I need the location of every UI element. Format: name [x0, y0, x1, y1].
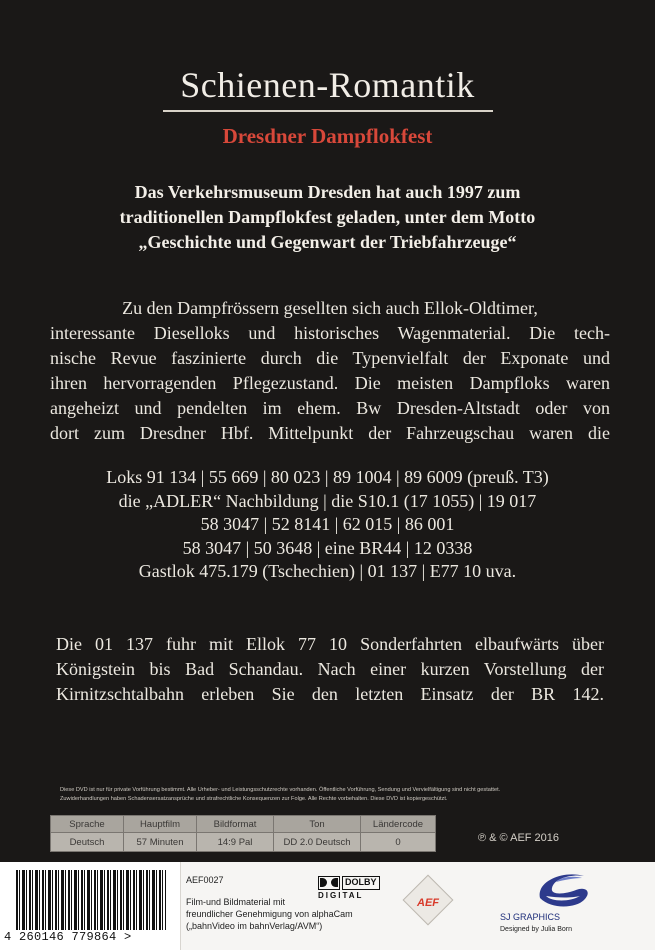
locomotive-line: Gastlok 475.179 (Tschechien) | 01 137 | E77 10 uva. [138, 561, 517, 581]
spec-value-audio: DD 2.0 Deutsch [274, 833, 361, 852]
dolby-digital-logo [318, 876, 388, 902]
sj-swirl-icon [532, 868, 594, 910]
dolby-double-d-icon [318, 876, 340, 890]
sj-graphics-logo [500, 868, 620, 946]
closing-line: Königstein bis Bad Schandau. Nach einer kurzen Vorstellung der [56, 659, 604, 679]
intro-line: „Geschichte und Gegenwart der Triebfahrzeuge“ [138, 232, 517, 252]
cover-title: Schienen-Romantik [180, 65, 475, 105]
description-line: nische Revue faszinierte durch die Typenvielfalt der Exponate und [50, 348, 610, 368]
legal-notice [60, 786, 620, 804]
spec-header-language: Sprache [51, 816, 124, 833]
description-line: Zu den Dampfrössern gesellten sich auch Ellok-Oldtimer, [122, 298, 538, 318]
description-paragraph [50, 296, 610, 446]
film-credit [186, 896, 353, 932]
barcode-icon [16, 870, 166, 930]
closing-line: Die 01 137 fuhr mit Ellok 77 10 Sonderfahrten elbaufwärts über [56, 634, 604, 654]
intro-line: Das Verkehrsmuseum Dresden hat auch 1997 zum [134, 182, 521, 202]
intro-paragraph [40, 180, 615, 255]
closing-paragraph [56, 632, 604, 707]
technical-specs-table [50, 815, 436, 852]
film-credit-line: Film-und Bildmaterial mit [186, 897, 286, 907]
locomotive-line: die „ADLER“ Nachbildung | die S10.1 (17 1055) | 19 017 [118, 490, 537, 511]
closing-line: Kirnitzschtalbahn erleben Sie den letzten Einsatz der BR 142. [56, 684, 604, 704]
spec-value-aspect: 14:9 Pal [197, 833, 274, 852]
dolby-word: DOLBY [342, 876, 380, 890]
spec-value-region: 0 [361, 833, 436, 852]
legal-line: Zuwiderhandlungen haben Schadensersatzansprüche und strafrechtliche Konsequenzen zur Folge. Alle Rechte vorbehalten. Diese DVD ist kopiergeschützt. [60, 796, 448, 802]
sj-graphics-name: SJ GRAPHICS [500, 912, 561, 922]
description-line: interessante Dieselloks und historisches Wagenmaterial. Die tech- [50, 323, 610, 343]
aef-logo-text: AEF [417, 897, 439, 909]
spec-value-language: Deutsch [51, 833, 124, 852]
film-credit-line: („bahnVideo im bahnVerlag/AVM“) [186, 921, 323, 931]
spec-value-runtime: 57 Minuten [124, 833, 197, 852]
aef-logo [402, 872, 452, 928]
copyright-notice: ℗ & © AEF 2016 [478, 832, 560, 844]
locomotive-line: 58 3047 | 52 8141 | 62 015 | 86 001 [200, 514, 455, 534]
description-line: angeheizt und pendelten im ehem. Bw Dresden-Altstadt oder von [50, 398, 610, 418]
spec-header-audio: Ton [274, 816, 361, 833]
intro-line: traditionellen Dampflokfest geladen, unter dem Motto [119, 207, 536, 227]
barcode-number: 4 260146 779864 > [4, 930, 132, 944]
sj-graphics-designer: Designed by Julia Born [500, 926, 572, 933]
film-credit-line: freundlicher Genehmigung von alphaCam [186, 909, 353, 919]
locomotive-list [40, 466, 615, 584]
dolby-digital-word: DIGITAL [318, 891, 364, 900]
catalog-number: AEF0027 [186, 875, 224, 885]
spec-header-runtime: Hauptfilm [124, 816, 197, 833]
title-underline [163, 110, 493, 112]
description-line: ihren hervorragenden Pflegezustand. Die meisten Dampfloks waren [50, 373, 610, 393]
legal-line: Diese DVD ist nur für private Vorführung bestimmt. Alle Urheber- und Leistungsschutzrechte vorhanden. Öffentliche Vorführung, Sendung und Vervielfältigung sind nicht gestattet. [60, 787, 501, 793]
locomotive-line: 58 3047 | 50 3648 | eine BR44 | 12 0338 [182, 537, 473, 558]
description-line: dort zum Dresdner Hbf. Mittelpunkt der Fahrzeugschau waren die [50, 423, 610, 443]
locomotive-line: Loks 91 134 | 55 669 | 80 023 | 89 1004 | 89 6009 (preuß. T3) [106, 467, 549, 487]
spec-header-region: Ländercode [361, 816, 436, 833]
cover-subtitle: Dresdner Dampflokfest [222, 124, 433, 148]
spec-header-aspect: Bildformat [197, 816, 274, 833]
